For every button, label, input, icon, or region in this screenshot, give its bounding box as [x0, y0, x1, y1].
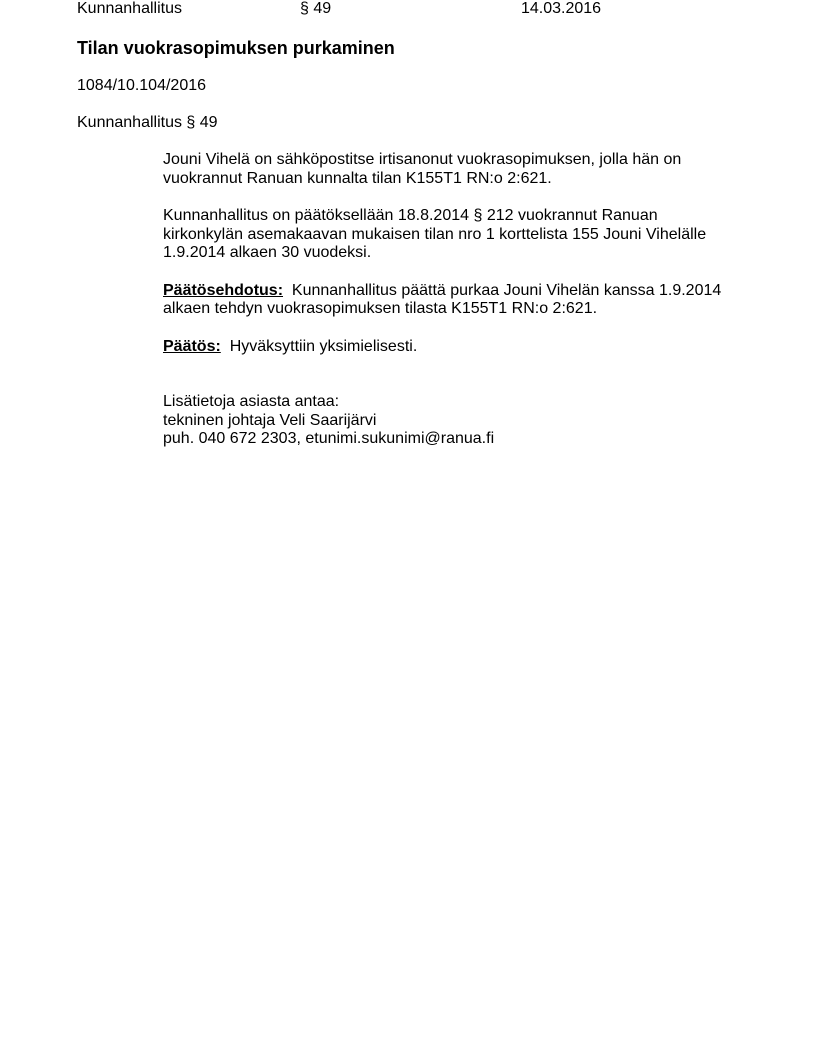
- proposal-text: Kunnanhallitus päättä purkaa Jouni Vihelän kanssa 1.9.2014: [291, 281, 722, 299]
- decision-text: Hyväksyttiin yksimielisesti.: [229, 337, 418, 355]
- contact-info: [163, 393, 743, 449]
- paragraph-line: 1.9.2014 alkaen 30 vuodeksi.: [163, 244, 372, 261]
- paragraph-line: Kunnanhallitus on päätöksellään 18.8.2014 § 212 vuokrannut Ranuan: [163, 207, 658, 224]
- paragraph-background: [163, 207, 743, 263]
- header-date: 14.03.2016: [521, 0, 602, 17]
- proposal-text: alkaen tehdyn vuokrasopimuksen tilasta K155T1 RN:o 2:621.: [163, 300, 598, 317]
- contact-line: tekninen johtaja Veli Saarijärvi: [163, 411, 377, 429]
- document-content: [163, 151, 743, 449]
- paragraph-line: Jouni Vihelä on sähköpostitse irtisanonut vuokrasopimuksen, jolla hän on: [163, 151, 682, 168]
- paragraph-line: kirkonkylän asemakaavan mukaisen tilan nro 1 korttelista 155 Jouni Vihelälle: [163, 225, 707, 243]
- header-organization: Kunnanhallitus: [77, 0, 182, 17]
- header-section: § 49: [300, 0, 332, 17]
- paragraph-notice: [163, 151, 743, 188]
- paragraph-line: vuokrannut Ranuan kunnalta tilan K155T1 RN:o 2:621.: [163, 169, 552, 187]
- decision-label: Päätös:: [163, 337, 221, 355]
- proposal-label: Päätösehdotus:: [163, 281, 284, 299]
- proposal-paragraph: [163, 282, 743, 319]
- contact-line: Lisätietoja asiasta antaa:: [163, 393, 340, 410]
- contact-line: puh. 040 672 2303, etunimi.sukunimi@ranua.fi: [163, 430, 495, 447]
- diary-number: 1084/10.104/2016: [77, 77, 207, 94]
- document-title: Tilan vuokrasopimuksen purkaminen: [77, 38, 395, 58]
- body-section-heading: Kunnanhallitus § 49: [77, 114, 218, 131]
- decision-paragraph: [163, 338, 743, 357]
